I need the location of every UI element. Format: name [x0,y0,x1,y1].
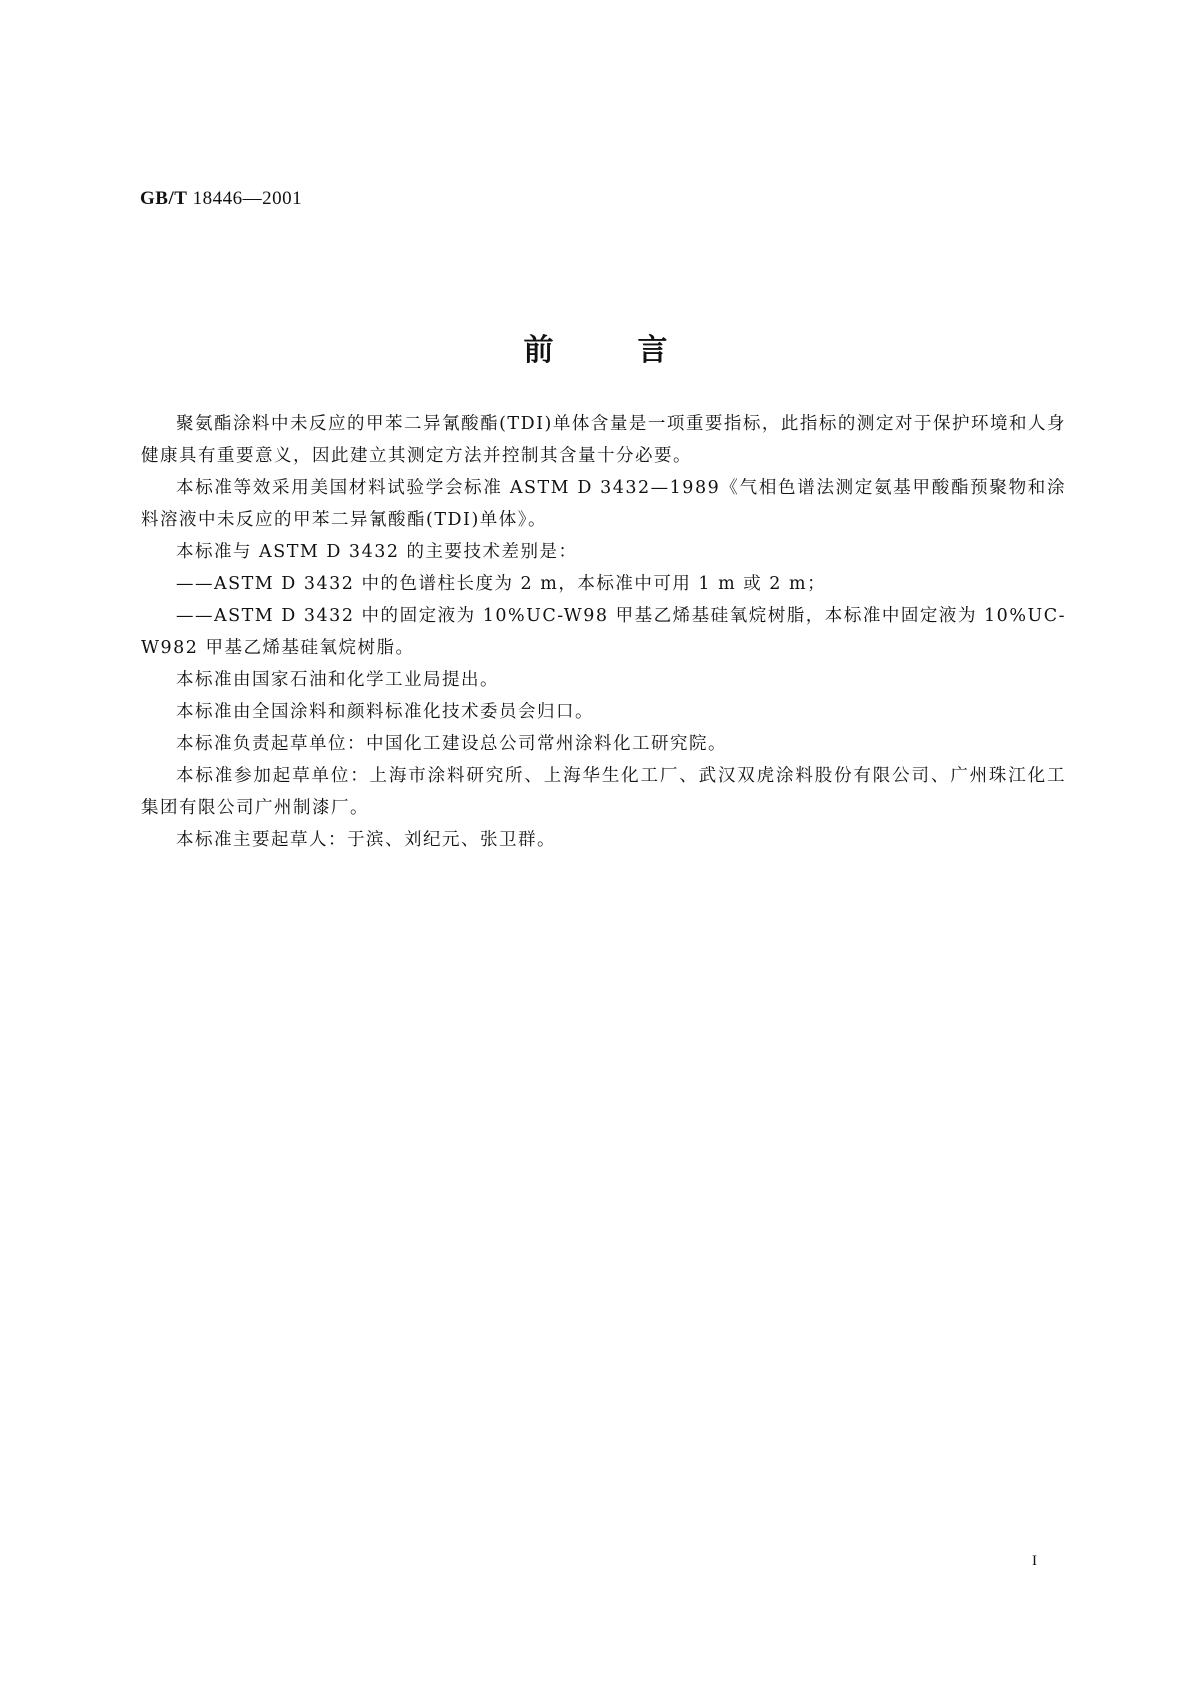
paragraph-purpose: 聚氨酯涂料中未反应的甲苯二异氰酸酯(TDI)单体含量是一项重要指标，此指标的测定对于保护环境和人身健康具有重要意义，因此建立其测定方法并控制其含量十分必要。 [141,414,1066,466]
paragraph-main-drafters: 本标准主要起草人：于滨、刘纪元、张卫群。 [176,830,556,850]
paragraph-equivalence: 本标准等效采用美国材料试验学会标准 ASTM D 3432—1989《气相色谱法测定氨基甲酸酯预聚物和涂料溶液中未反应的甲苯二异氰酸酯(TDI)单体》。 [141,478,1066,530]
standard-prefix: GB/T [140,188,188,209]
preface-body [141,408,1066,856]
paragraph-committee: 本标准由全国涂料和颜料标准化技术委员会归口。 [176,702,594,722]
paragraph-difference-column: ——ASTM D 3432 中的色谱柱长度为 2 m，本标准中可用 1 m 或 2 m； [176,574,827,594]
page-number: I [1032,1553,1037,1569]
paragraph-differences-intro: 本标准与 ASTM D 3432 的主要技术差别是： [176,542,578,562]
paragraph-participating-drafters: 本标准参加起草单位：上海市涂料研究所、上海华生化工厂、武汉双虎涂料股份有限公司、广州珠江化工集团有限公司广州制漆厂。 [141,766,1066,818]
paragraph-proposer: 本标准由国家石油和化学工业局提出。 [176,670,499,690]
paragraph-lead-drafter: 本标准负责起草单位：中国化工建设总公司常州涂料化工研究院。 [176,734,727,754]
standard-number: 18446—2001 [192,188,303,209]
paragraph-difference-stationary-phase: ——ASTM D 3432 中的固定液为 10%UC-W98 甲基乙烯基硅氧烷树脂，本标准中固定液为 10%UC-W982 甲基乙烯基硅氧烷树脂。 [141,606,1066,658]
standard-code [140,188,302,210]
page-title: 前言 [523,333,752,368]
